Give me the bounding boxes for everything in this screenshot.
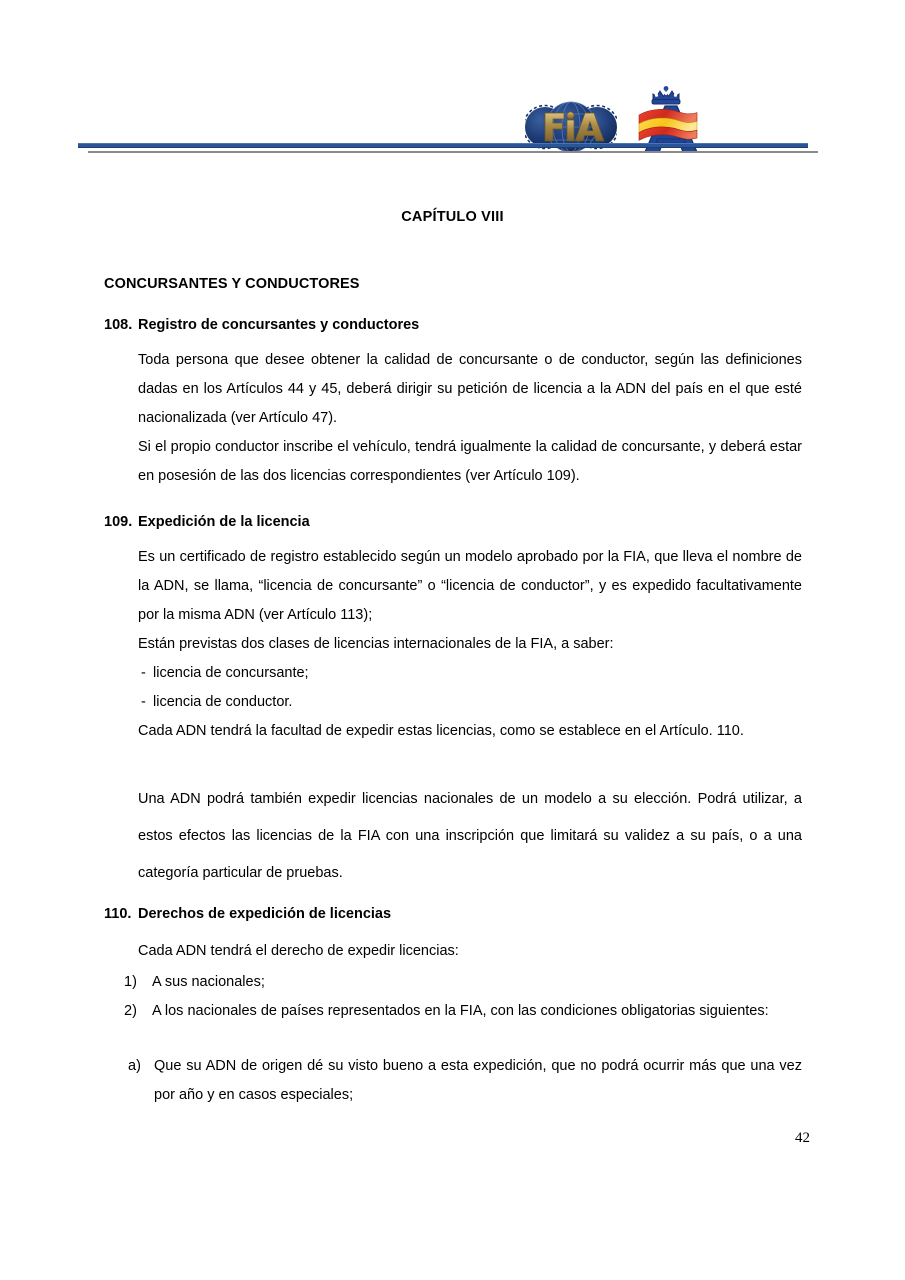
list-item-2-label: A los nacionales de países representados en la FIA, con las condiciones obligatorias siguientes:: [152, 1003, 769, 1019]
article-110-heading: [104, 906, 391, 922]
article-109-title: Expedición de la licencia: [138, 514, 310, 530]
header-divider-shadow: [88, 151, 818, 153]
article-109-paragraph-2: Están previstas dos clases de licencias internacionales de la FIA, a saber:: [138, 636, 614, 652]
article-108-title: Registro de concursantes y conductores: [138, 317, 420, 333]
list-item-a-marker: a): [128, 1058, 141, 1074]
article-108-number: 108.: [104, 317, 133, 333]
article-108-paragraph-1: Toda persona que desee obtener la calidad de concursante o de conductor, según las definiciones dadas en los Artículos 44 y 45, deberá dirigir su petición de licencia a la ADN del país en el que esté nacionalizada (ver Artículo 47).: [138, 352, 802, 426]
list-item-2: [124, 997, 802, 1026]
list-item-dash-2: [141, 688, 801, 717]
page-number: 42: [795, 1130, 810, 1146]
list-item-1-marker: 1): [124, 974, 137, 990]
list-item-2-marker: 2): [124, 1003, 137, 1019]
article-108-paragraph-2: Si el propio conductor inscribe el vehículo, tendrá igualmente la calidad de concursante, y deberá estar en posesión de las dos licencias correspondientes (ver Artículo 109).: [138, 439, 802, 484]
page-header: [0, 0, 905, 170]
header-divider: [0, 138, 905, 160]
article-109-paragraph-3: Cada ADN tendrá la facultad de expedir estas licencias, como se establece en el Artículo. 110.: [138, 723, 744, 739]
article-110-title: Derechos de expedición de licencias: [138, 906, 392, 922]
dash-marker: -: [141, 694, 146, 710]
list-item-dash-1-label: licencia de concursante;: [153, 665, 309, 681]
list-item-1-label: A sus nacionales;: [152, 974, 265, 990]
article-109-heading: [104, 514, 310, 530]
article-109-number: 109.: [104, 514, 133, 530]
section-title: CONCURSANTES Y CONDUCTORES: [104, 276, 360, 292]
list-item-a: [128, 1052, 802, 1110]
dash-marker: -: [141, 665, 146, 681]
header-divider-bar: [78, 143, 808, 148]
list-item-a-label: Que su ADN de origen dé su visto bueno a esta expedición, que no podrá ocurrir más que una vez por año y en casos especiales;: [154, 1058, 802, 1103]
article-108-heading: [104, 317, 419, 333]
list-item-1: [124, 968, 802, 997]
article-110-paragraph-1: Cada ADN tendrá el derecho de expedir licencias:: [138, 943, 459, 959]
list-item-dash-1: [141, 659, 801, 688]
chapter-title: CAPÍTULO VIII: [401, 209, 504, 225]
article-109-paragraph-1: Es un certificado de registro establecido según un modelo aprobado por la FIA, que lleva el nombre de la ADN, se llama, “licencia de concursante” o “licencia de conductor”, y es expedido facultativamente por la misma ADN (ver Artículo 113);: [138, 549, 802, 623]
article-109-paragraph-4: Una ADN podrá también expedir licencias nacionales de un modelo a su elección. Podrá utilizar, a estos efectos las licencias de la FIA con una inscripción que limitará su validez a su país, o a una categoría particular de pruebas.: [138, 791, 802, 881]
list-item-dash-2-label: licencia de conductor.: [153, 694, 293, 710]
article-110-number: 110.: [104, 906, 132, 922]
crown-icon: [652, 86, 680, 104]
